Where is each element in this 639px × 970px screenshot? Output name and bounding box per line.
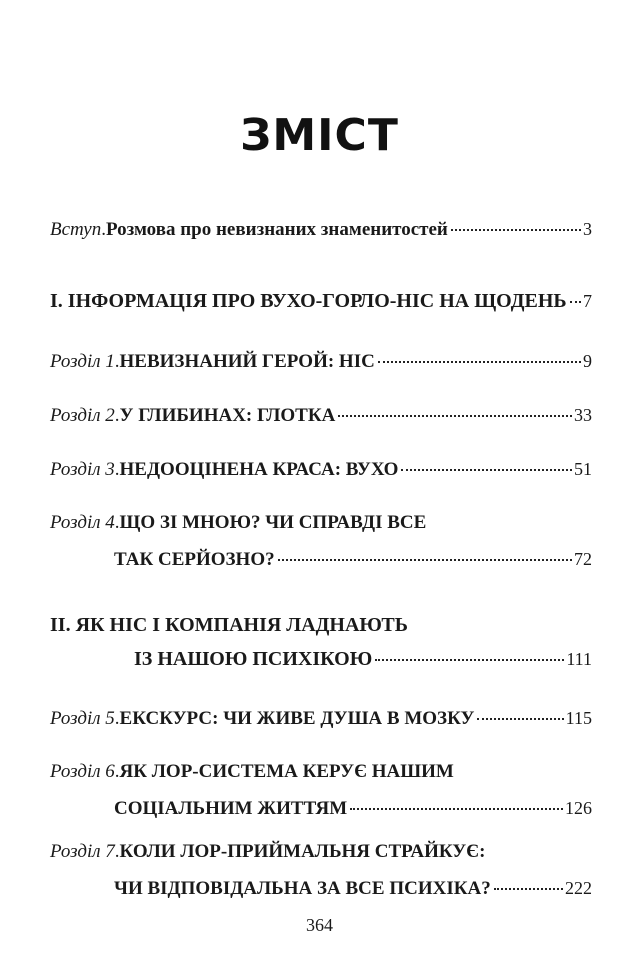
toc-line bbox=[50, 290, 592, 312]
toc-title: ЯК ЛОР-СИСТЕМА КЕРУЄ НАШИМ bbox=[119, 761, 454, 782]
toc-separator: . bbox=[114, 459, 120, 480]
toc-separator: . bbox=[114, 761, 120, 782]
toc-line bbox=[50, 761, 592, 783]
toc-page-number: 72 bbox=[574, 549, 592, 569]
toc-dot-leader bbox=[278, 559, 572, 561]
toc-title: I. ІНФОРМАЦІЯ ПРО ВУХО-ГОРЛО-НІС НА ЩОДЕНЬ bbox=[50, 290, 567, 312]
toc-page-number: 126 bbox=[565, 798, 592, 818]
toc-title: ЕКСКУРС: ЧИ ЖИВЕ ДУША В МОЗКУ bbox=[119, 708, 475, 729]
toc-entry bbox=[50, 350, 592, 373]
toc-dot-leader bbox=[451, 229, 581, 231]
toc-title: ЧИ ВІДПОВІДАЛЬНА ЗА ВСЕ ПСИХІКА? bbox=[114, 878, 491, 899]
toc-line bbox=[50, 512, 592, 534]
toc-separator: . bbox=[114, 351, 120, 372]
toc-page-number: 115 bbox=[565, 708, 592, 728]
toc-dot-leader bbox=[375, 659, 564, 661]
toc-title: ЩО ЗІ МНОЮ? ЧИ СПРАВДІ ВСЕ bbox=[119, 512, 427, 533]
toc-dot-leader bbox=[350, 808, 563, 810]
toc-line bbox=[50, 350, 592, 373]
toc-title: Розмова про невизнаних знаменитостей bbox=[105, 219, 448, 240]
toc-dot-leader bbox=[477, 718, 563, 720]
toc-separator: . bbox=[114, 405, 120, 426]
toc-title: ТАК СЕРЙОЗНО? bbox=[114, 549, 275, 570]
toc-title: НЕДООЦІНЕНА КРАСА: ВУХО bbox=[119, 459, 399, 480]
toc-dot-leader bbox=[338, 415, 572, 417]
toc-title: СОЦІАЛЬНИМ ЖИТТЯМ bbox=[114, 798, 348, 819]
toc-entry bbox=[50, 458, 592, 481]
toc-separator: . bbox=[114, 841, 120, 862]
toc-line bbox=[50, 797, 592, 820]
toc-prefix: Розділ 5 bbox=[50, 708, 115, 729]
toc-part bbox=[50, 290, 592, 312]
toc-line bbox=[50, 648, 592, 670]
toc-page-number: 222 bbox=[565, 878, 592, 898]
toc-page-number: 3 bbox=[583, 219, 592, 239]
toc-page-number: 111 bbox=[566, 649, 592, 669]
page-title: ЗМІСТ bbox=[240, 110, 399, 161]
toc-title: НЕВИЗНАНИЙ ГЕРОЙ: НІС bbox=[119, 351, 375, 372]
toc-prefix: Розділ 1 bbox=[50, 351, 115, 372]
toc-title: У ГЛИБИНАХ: ГЛОТКА bbox=[119, 405, 336, 426]
toc-line bbox=[50, 614, 592, 636]
toc-separator: . bbox=[101, 219, 106, 240]
toc-prefix: Розділ 6 bbox=[50, 761, 115, 782]
toc-line bbox=[50, 218, 592, 241]
toc-title: ІЗ НАШОЮ ПСИХІКОЮ bbox=[134, 648, 373, 670]
toc-line bbox=[50, 841, 592, 863]
toc-dot-leader bbox=[378, 361, 581, 363]
toc-entry bbox=[50, 404, 592, 427]
toc-separator: . bbox=[114, 512, 120, 533]
toc-dot-leader bbox=[494, 888, 563, 890]
toc-page-number: 7 bbox=[583, 291, 592, 311]
toc-entry bbox=[50, 512, 592, 571]
toc-prefix: Вступ bbox=[50, 219, 102, 240]
toc-line bbox=[50, 458, 592, 481]
toc-page-number: 51 bbox=[574, 459, 592, 479]
toc-entry bbox=[50, 761, 592, 820]
toc-entry bbox=[50, 707, 592, 730]
toc-line bbox=[50, 877, 592, 900]
toc-prefix: Розділ 7 bbox=[50, 841, 115, 862]
toc-prefix: Розділ 2 bbox=[50, 405, 115, 426]
page-number: 364 bbox=[306, 915, 333, 935]
toc-separator: . bbox=[114, 708, 120, 729]
toc-title: II. ЯК НІС І КОМПАНІЯ ЛАДНАЮТЬ bbox=[50, 614, 408, 636]
toc-line bbox=[50, 707, 592, 730]
toc-page-number: 33 bbox=[574, 405, 592, 425]
toc-title: КОЛИ ЛОР-ПРИЙМАЛЬНЯ СТРАЙКУЄ: bbox=[119, 841, 486, 862]
toc-prefix: Розділ 3 bbox=[50, 459, 115, 480]
toc-page-number: 9 bbox=[583, 351, 592, 371]
toc-entry bbox=[50, 841, 592, 900]
toc-dot-leader bbox=[401, 469, 572, 471]
toc-entry bbox=[50, 218, 592, 241]
toc-part bbox=[50, 614, 592, 670]
toc-line bbox=[50, 404, 592, 427]
toc-dot-leader bbox=[570, 301, 581, 303]
toc-line bbox=[50, 548, 592, 571]
toc-prefix: Розділ 4 bbox=[50, 512, 115, 533]
